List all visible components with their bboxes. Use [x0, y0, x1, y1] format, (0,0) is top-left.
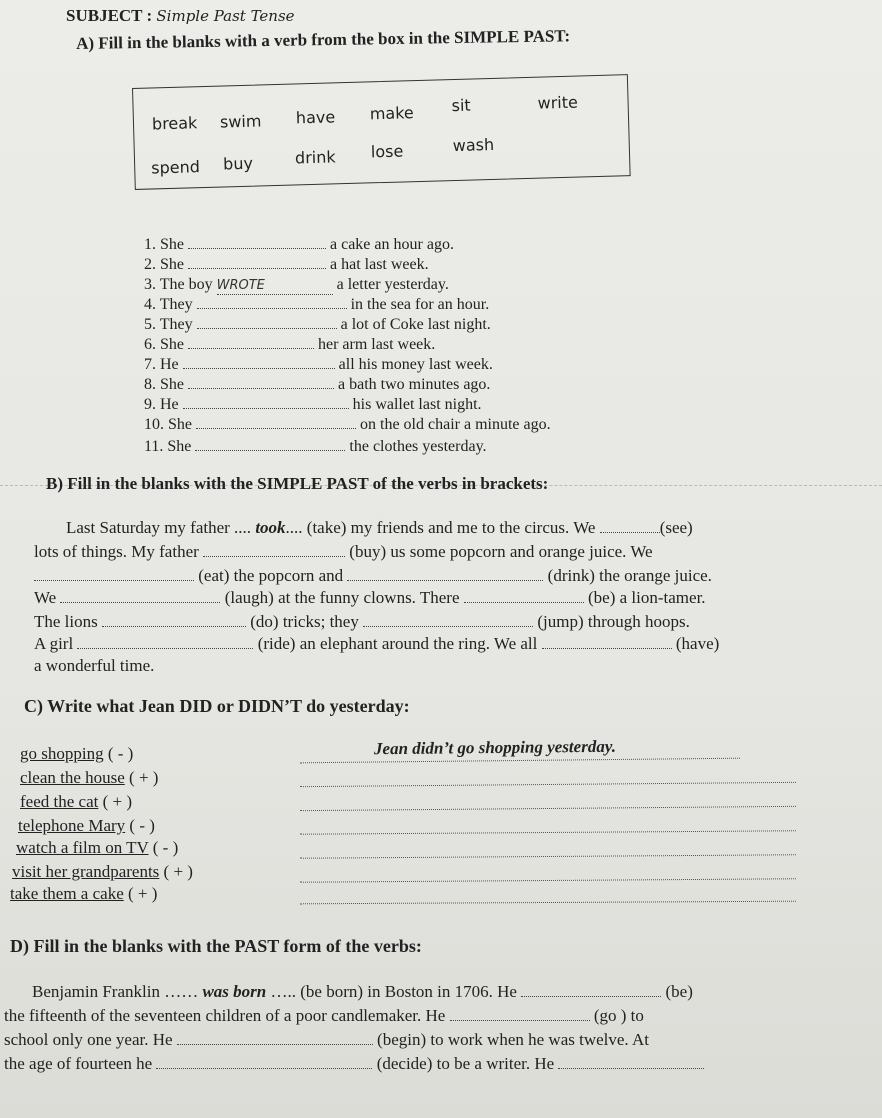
- item-number: 7.: [144, 356, 156, 373]
- answer-blank[interactable]: [197, 308, 347, 309]
- subject-label: SUBJECT :: [66, 6, 153, 25]
- line-text: (decide) to be a writer. He: [376, 1054, 559, 1073]
- exercise-a-item-1: [144, 236, 454, 254]
- activity-row-4: [18, 816, 155, 836]
- answer-blank[interactable]: [196, 428, 356, 429]
- activity-label: telephone Mary: [18, 816, 126, 835]
- item-text: a letter yesterday.: [336, 276, 449, 293]
- line-text: We: [34, 588, 61, 607]
- answer-blank[interactable]: [60, 602, 220, 603]
- verb-swim: swim: [219, 111, 262, 132]
- line-text: (ride) an elephant around the ring. We all: [257, 634, 542, 653]
- answer-blank[interactable]: [188, 388, 334, 389]
- item-subject: They: [159, 296, 193, 313]
- item-number: 1.: [144, 236, 156, 253]
- section-d-line-4: [4, 1054, 704, 1074]
- verb-spend: spend: [150, 157, 201, 178]
- item-subject: She: [160, 336, 184, 353]
- exercise-a-item-5: [144, 316, 491, 334]
- verb-drink: drink: [294, 147, 336, 168]
- answer-blank[interactable]: [558, 1068, 704, 1069]
- item-text: a hat last week.: [330, 256, 429, 273]
- verb-make: make: [369, 103, 415, 124]
- section-b-line-7: a wonderful time.: [34, 656, 155, 675]
- item-subject: He: [160, 356, 179, 373]
- item-subject: She: [160, 236, 184, 253]
- answer-blank[interactable]: [203, 556, 345, 557]
- verb-lose: lose: [370, 141, 404, 162]
- verb-wash: wash: [452, 134, 495, 156]
- item-number: 10.: [144, 416, 164, 433]
- answer-line-5[interactable]: [300, 854, 796, 858]
- line-text: (eat) the popcorn and: [198, 566, 348, 585]
- exercise-a-item-10: [144, 416, 551, 434]
- activity-label: watch a film on TV: [16, 838, 149, 857]
- item-text: in the sea for an hour.: [350, 296, 490, 313]
- line-text: A girl: [34, 634, 78, 653]
- section-b-line-6: [34, 634, 719, 654]
- activity-sign: ( + ): [129, 768, 159, 787]
- item-subject: They: [159, 316, 193, 333]
- item-number: 9.: [144, 396, 156, 413]
- item-subject: She: [160, 256, 184, 273]
- item-number: 11.: [144, 438, 164, 455]
- section-b-line-2: [34, 542, 653, 562]
- example-answer: was born: [202, 982, 267, 1001]
- section-a-heading: A) Fill in the blanks with a verb from the box in the SIMPLE PAST:: [76, 26, 571, 53]
- line-text: Last Saturday my father ....: [66, 518, 256, 537]
- item-text: her arm last week.: [318, 336, 436, 353]
- item-number: 2.: [144, 256, 156, 273]
- item-number: 5.: [144, 316, 156, 333]
- example-sentence: Jean didn’t go shopping yesterday.: [373, 736, 617, 759]
- activity-sign: ( + ): [102, 792, 133, 811]
- activity-sign: ( + ): [163, 862, 193, 881]
- verb-hint: (be): [665, 982, 693, 1001]
- activity-row-7: [10, 884, 157, 904]
- answer-blank[interactable]: [183, 408, 349, 409]
- activity-sign: ( - ): [129, 816, 155, 835]
- item-subject: She: [168, 416, 192, 433]
- exercise-a-item-2: [144, 256, 429, 274]
- section-d-line-1: [32, 982, 693, 1002]
- activity-label: visit her grandparents: [12, 862, 160, 881]
- answer-line-7[interactable]: [300, 901, 796, 905]
- item-text: a bath two minutes ago.: [338, 376, 491, 393]
- exercise-a-item-3: [144, 276, 449, 295]
- line-text: The lions: [34, 612, 102, 631]
- answer-line-4[interactable]: [300, 830, 796, 834]
- exercise-a-item-6: [144, 336, 435, 354]
- exercise-a-item-8: [144, 376, 490, 394]
- item-text: all his money last week.: [338, 356, 493, 373]
- answer-blank[interactable]: [195, 450, 345, 451]
- line-text: ….. (be born) in Boston in 1706. He: [266, 982, 522, 1001]
- activity-label: feed the cat: [20, 792, 99, 811]
- section-d-line-2: [4, 1006, 644, 1026]
- section-d-line-3: [4, 1030, 649, 1050]
- activity-row-6: [12, 862, 193, 882]
- item-subject: He: [160, 396, 179, 413]
- section-b-line-1: [66, 518, 693, 538]
- item-text: on the old chair a minute ago.: [360, 416, 551, 433]
- verb-box: [132, 74, 631, 190]
- answer-line-3[interactable]: [300, 806, 796, 811]
- activity-row-1: [20, 744, 133, 764]
- activity-row-5: [16, 838, 178, 858]
- answer-blank[interactable]: [542, 648, 672, 649]
- verb-hint: (jump) through hoops.: [537, 612, 690, 631]
- line-text: (buy) us some popcorn and orange juice. We: [349, 542, 653, 561]
- answer-line-2[interactable]: [300, 782, 796, 787]
- answer-blank[interactable]: [600, 532, 660, 533]
- activity-sign: ( - ): [107, 744, 134, 763]
- answer-blank[interactable]: [77, 648, 253, 649]
- line-text: (drink) the orange juice.: [547, 566, 712, 585]
- line-text: lots of things. My father: [34, 542, 204, 561]
- answer-blank[interactable]: [188, 248, 326, 249]
- answer-blank[interactable]: [177, 1044, 373, 1045]
- verb-hint: (go ) to: [593, 1006, 644, 1025]
- item-number: 3.: [144, 276, 156, 293]
- answer-blank[interactable]: [347, 580, 543, 581]
- section-b-heading: B) Fill in the blanks with the SIMPLE PAST of the verbs in brackets:: [46, 474, 549, 493]
- line-text: Benjamin Franklin ……: [32, 982, 203, 1001]
- item-text: a cake an hour ago.: [330, 236, 454, 253]
- line-text: the fifteenth of the seventeen children of a poor candlemaker. He: [4, 1006, 450, 1025]
- verb-hint: (have): [675, 634, 720, 653]
- answer-blank[interactable]: [156, 1068, 372, 1069]
- line-text: (do) tricks; they: [250, 612, 364, 631]
- exercise-a-item-9: [144, 396, 482, 414]
- activity-sign: ( + ): [128, 884, 158, 903]
- subject-value: Simple Past Tense: [156, 7, 295, 25]
- item-number: 6.: [144, 336, 156, 353]
- line-text: .... (take) my friends and me to the circus. We: [285, 518, 600, 537]
- activity-label: go shopping: [20, 744, 104, 763]
- answer-blank[interactable]: [363, 626, 533, 627]
- item-text: his wallet last night.: [352, 396, 482, 413]
- section-b-line-4: [34, 588, 706, 608]
- line-text: (begin) to work when he was twelve. At: [377, 1030, 649, 1049]
- subject-line: [66, 6, 295, 26]
- section-b-line-5: [34, 612, 690, 632]
- line-text: (laugh) at the funny clowns. There: [224, 588, 464, 607]
- item-number: 8.: [144, 376, 156, 393]
- activity-label: take them a cake: [10, 884, 124, 903]
- answer-blank[interactable]: [197, 328, 337, 329]
- answer-blank[interactable]: [188, 348, 314, 349]
- answer-blank[interactable]: [34, 580, 194, 581]
- verb-break: break: [151, 113, 198, 134]
- section-b-line-3: [34, 566, 712, 586]
- verb-write: write: [537, 92, 579, 113]
- verb-sit: sit: [451, 95, 471, 116]
- item-subject: She: [167, 438, 192, 455]
- answer-blank[interactable]: WROTE: [217, 276, 333, 295]
- answer-blank[interactable]: [183, 368, 335, 369]
- answer-line-6[interactable]: [300, 878, 796, 882]
- exercise-a-item-4: [144, 296, 489, 314]
- exercise-a-item-7: [144, 356, 493, 374]
- activity-row-2: [20, 768, 158, 788]
- section-d-heading: D) Fill in the blanks with the PAST form of the verbs:: [10, 936, 422, 956]
- line-text: the age of fourteen he: [4, 1054, 157, 1073]
- answer-blank[interactable]: [102, 626, 246, 627]
- section-c-heading: C) Write what Jean DID or DIDN’T do yesterday:: [24, 696, 410, 716]
- activity-row-3: [20, 792, 132, 812]
- item-subject: She: [160, 376, 184, 393]
- verb-hint: (be) a lion-tamer.: [588, 588, 706, 607]
- answer-blank[interactable]: [464, 602, 584, 603]
- item-text: a lot of Coke last night.: [340, 316, 491, 333]
- verb-hint: (see): [659, 518, 693, 537]
- activity-sign: ( - ): [152, 838, 179, 857]
- answer-blank[interactable]: [188, 268, 326, 269]
- activity-label: clean the house: [20, 768, 125, 787]
- verb-buy: buy: [222, 153, 254, 174]
- example-answer: took: [255, 518, 286, 537]
- item-text: the clothes yesterday.: [349, 438, 487, 455]
- line-text: school only one year. He: [4, 1030, 177, 1049]
- answer-blank[interactable]: [450, 1020, 590, 1021]
- answer-blank[interactable]: [521, 996, 661, 997]
- verb-have: have: [295, 107, 336, 128]
- item-number: 4.: [144, 296, 156, 313]
- item-subject: The boy: [159, 276, 213, 293]
- exercise-a-item-11: [144, 438, 487, 456]
- answer-line-1[interactable]: [300, 758, 740, 764]
